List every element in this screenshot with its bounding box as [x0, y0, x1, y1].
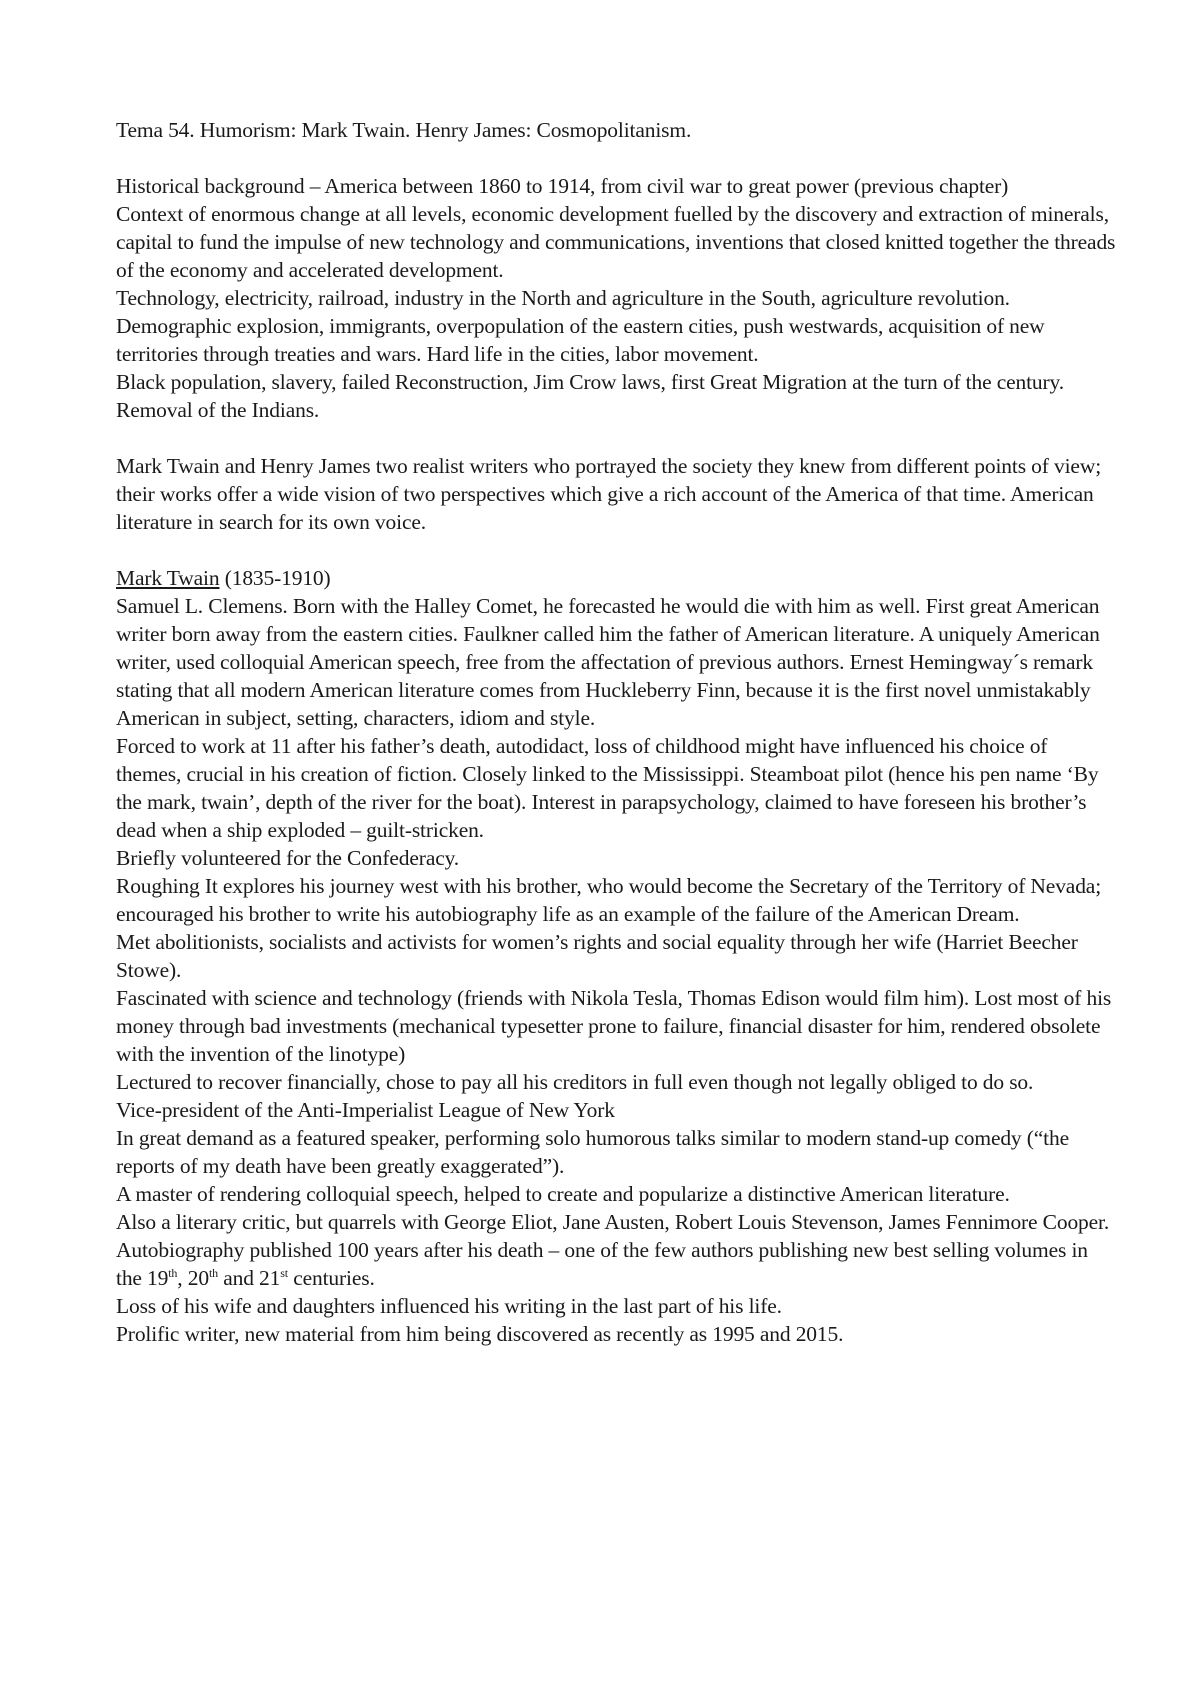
twain-paragraph: Briefly volunteered for the Confederacy. — [116, 846, 460, 870]
intro-paragraph: Mark Twain and Henry James two realist writers who portrayed the society they knew from different points of view; their works offer a wide vision of two perspectives which give a rich account of the America of that time. American literature in search for its own voice. — [116, 454, 1102, 534]
superscript-st: st — [280, 1265, 288, 1280]
twain-paragraph: Met abolitionists, socialists and activists for women’s rights and social equality through her wife (Harriet Beecher Stowe). — [116, 930, 1078, 982]
superscript-th: th — [168, 1265, 178, 1280]
twain-paragraph: Loss of his wife and daughters influenced his writing in the last part of his life. — [116, 1294, 782, 1318]
twain-paragraph: Forced to work at 11 after his father’s death, autodidact, loss of childhood might have influenced his choice of themes, crucial in his creation of fiction. Closely linked to the Mississippi. Steamboat pilot (hence his pen name ‘By the mark, twain’, depth of the river for the boat). Interest in parapsychology, claimed to have foreseen his brother’s dead when a ship exploded – guilt-stricken. — [116, 734, 1099, 842]
document-body — [116, 116, 1116, 1348]
twain-paragraph: Samuel L. Clemens. Born with the Halley Comet, he forecasted he would die with him as well. First great American writer born away from the eastern cities. Faulkner called him the father of American literature. A uniquely American writer, used colloquial American speech, free from the affectation of previous authors. Ernest Hemingway´s remark stating that all modern American literature comes from Huckleberry Finn, because it is the first novel unmistakably American in subject, setting, characters, idiom and style. — [116, 594, 1100, 730]
technology-paragraph: Technology, electricity, railroad, industry in the North and agriculture in the South, agriculture revolution. Demographic explosion, immigrants, overpopulation of the eastern cities, push westwards, acquisition of new territories through treaties and wars. Hard life in the cities, labor movement. — [116, 286, 1045, 366]
autobiography-paragraph — [116, 1236, 1116, 1292]
twain-heading-dates: (1835-1910) — [219, 566, 331, 590]
autobiography-text: Autobiography published 100 years after his death – one of the few authors publishing new best selling volumes in the 19 — [116, 1238, 1088, 1290]
twain-paragraph: In great demand as a featured speaker, performing solo humorous talks similar to modern stand-up comedy (“the reports of my death have been greatly exaggerated”). — [116, 1126, 1069, 1178]
historical-background-paragraph: Historical background – America between 1860 to 1914, from civil war to great power (previous chapter) — [116, 174, 1009, 198]
autobiography-text: and 21 — [218, 1266, 281, 1290]
autobiography-text: , 20 — [177, 1266, 209, 1290]
twain-heading-name: Mark Twain — [116, 566, 220, 590]
paragraph-spacer — [116, 424, 1116, 452]
twain-paragraph: Lectured to recover financially, chose to pay all his creditors in full even though not legally obliged to do so. — [116, 1070, 1034, 1094]
twain-paragraph: Prolific writer, new material from him being discovered as recently as 1995 and 2015. — [116, 1322, 844, 1346]
twain-paragraph: Fascinated with science and technology (friends with Nikola Tesla, Thomas Edison would film him). Lost most of his money through bad investments (mechanical typesetter prone to failure, financial disaster for him, rendered obsolete with the invention of the linotype) — [116, 986, 1112, 1066]
black-population-paragraph: Black population, slavery, failed Reconstruction, Jim Crow laws, first Great Migration at the turn of the century. Removal of the Indians. — [116, 370, 1064, 422]
twain-paragraph: Also a literary critic, but quarrels with George Eliot, Jane Austen, Robert Louis Stevenson, James Fennimore Cooper. — [116, 1210, 1110, 1234]
autobiography-text: centuries. — [287, 1266, 375, 1290]
twain-paragraph: A master of rendering colloquial speech, helped to create and popularize a distinctive American literature. — [116, 1182, 1010, 1206]
context-paragraph: Context of enormous change at all levels, economic development fuelled by the discovery and extraction of minerals, capital to fund the impulse of new technology and communications, inventions that closed knitted together the threads of the economy and accelerated development. — [116, 202, 1116, 282]
twain-section-heading — [116, 564, 1116, 592]
paragraph-spacer — [116, 536, 1116, 564]
twain-paragraph: Vice-president of the Anti-Imperialist League of New York — [116, 1098, 615, 1122]
twain-paragraph: Roughing It explores his journey west with his brother, who would become the Secretary of the Territory of Nevada; encouraged his brother to write his autobiography life as an example of the failure of the American Dream. — [116, 874, 1102, 926]
superscript-th: th — [208, 1265, 218, 1280]
page-title: Tema 54. Humorism: Mark Twain. Henry James: Cosmopolitanism. — [116, 118, 692, 142]
paragraph-spacer — [116, 144, 1116, 172]
